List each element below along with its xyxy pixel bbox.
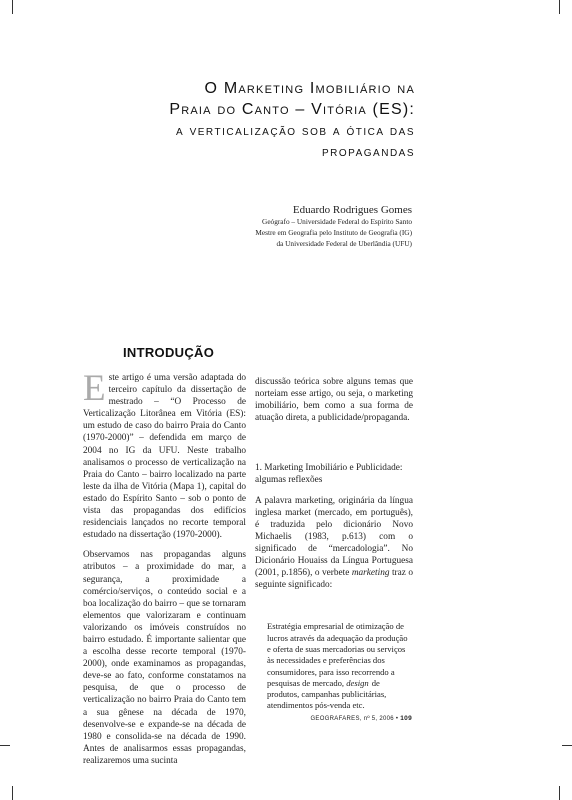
attributes-paragraph: Observamos nas propagandas alguns atributos – a proximidade do mar, a segurança, a proximidade a comércio/serviços, o conteúdo social e a boa localização do bairro – que se tornaram elementos que valorizaram e continuam valorizando os imóveis construídos no bairro estudado. É importante salientar que a escolha desse recorte temporal (1970-2000), onde examinamos as propagandas, deve-se ao fato, conforme constatamos na pesquisa, de que o processo de verticalização no bairro Praia do Canto tem a sua gênese na década de 1970, desenvolve-se e expande-se na década de 1980 e consolida-se na década de 1990. Antes de analisarmos essas propagandas, realizaremos uma sucinta: [83, 550, 246, 766]
right-column: [255, 376, 413, 712]
quote-text-a: Estratégia empresarial de otimização de lucros através da adequação da produção e oferta de suas mercadorias ou serviços às necessidades e preferências dos consumidores, para isso recorrendo a pesquisas de mercado,: [267, 621, 408, 688]
crop-mark-right-top: [559, 0, 560, 14]
left-column: [83, 368, 246, 767]
crop-mark-right-mid: [562, 745, 572, 746]
drop-cap: E: [83, 368, 106, 409]
title-line-4: propagandas: [322, 143, 415, 159]
intro-paragraph: [83, 368, 246, 541]
author-affiliation-2: Mestre em Geografia pelo Instituto de Geografia (IG): [255, 227, 412, 237]
block-quote: [267, 621, 409, 711]
crop-mark-left-mid: [0, 745, 10, 746]
author-affiliation-3: da Universidade Federal de Uberlândia (UFU): [276, 238, 412, 248]
author-name: Eduardo Rodrigues Gomes: [292, 204, 412, 216]
marketing-term: marketing: [351, 568, 390, 579]
author-block: [255, 203, 412, 249]
intro-paragraph-text: ste artigo é uma versão adaptada do terceiro capítulo da dissertação de mestrado – “O Processo de Verticalização Litorânea em Vitória (ES): um estudo de caso do bairro Praia do Canto (1970-2000)” – defendida em março de 2004 no IG da UFU. Neste trabalho analisamos o processo de verticalização na Praia do Canto – bairro localizado na parte leste da ilha de Vitória (Mapa 1), capital do estado do Espírito Santo – sob o ponto de vista das propagandas dos edifícios residenciais lançados no recorte temporal estudado na dissertação (1970-2000).: [83, 373, 246, 541]
subsection-heading: 1. Marketing Imobiliário e Publicidade: algumas reflexões: [255, 463, 403, 486]
marketing-paragraph-end: traz o seguinte significado:: [255, 568, 413, 591]
author-affiliation-1: Geógrafo – Universidade Federal do Espírito Santo: [262, 217, 412, 226]
title-line-3: a verticalização sob a ótica das: [176, 122, 415, 138]
crop-mark-left-top: [12, 0, 13, 14]
marketing-paragraph: [255, 495, 413, 592]
continuation-paragraph: discussão teórica sobre alguns temas que norteiam esse artigo, ou seja, o marketing imobiliário, bem como a sua forma de atuação direta, a publicidade/propaganda.: [255, 377, 413, 424]
title-line-1: O Marketing Imobiliário na: [204, 80, 415, 97]
marketing-paragraph-text: A palavra marketing, originária da língua inglesa market (mercado, em português), é traduzida pelo dicionário Novo Michaelis (1983, p.613) com o significado de “mercadologia”. No Dicionário Houaiss da Língua Portuguesa (2001, p.1856), o verbete: [255, 495, 413, 579]
page-number: 109: [400, 715, 412, 722]
quote-text-b: de produtos, campanhas publicitárias, atendimentos pós-venda etc.: [267, 677, 387, 711]
crop-mark-left-bottom: [12, 786, 13, 800]
journal-citation: GEOGRAFARES, nº 5, 2006 •: [310, 716, 399, 722]
crop-mark-right-bottom: [559, 786, 560, 800]
article-title: [60, 78, 415, 162]
quote-term: design: [346, 677, 369, 688]
title-line-2: Praia do Canto – Vitória (ES):: [169, 101, 415, 118]
section-heading: INTRODUÇÃO: [123, 345, 215, 360]
page-footer: [310, 715, 412, 722]
